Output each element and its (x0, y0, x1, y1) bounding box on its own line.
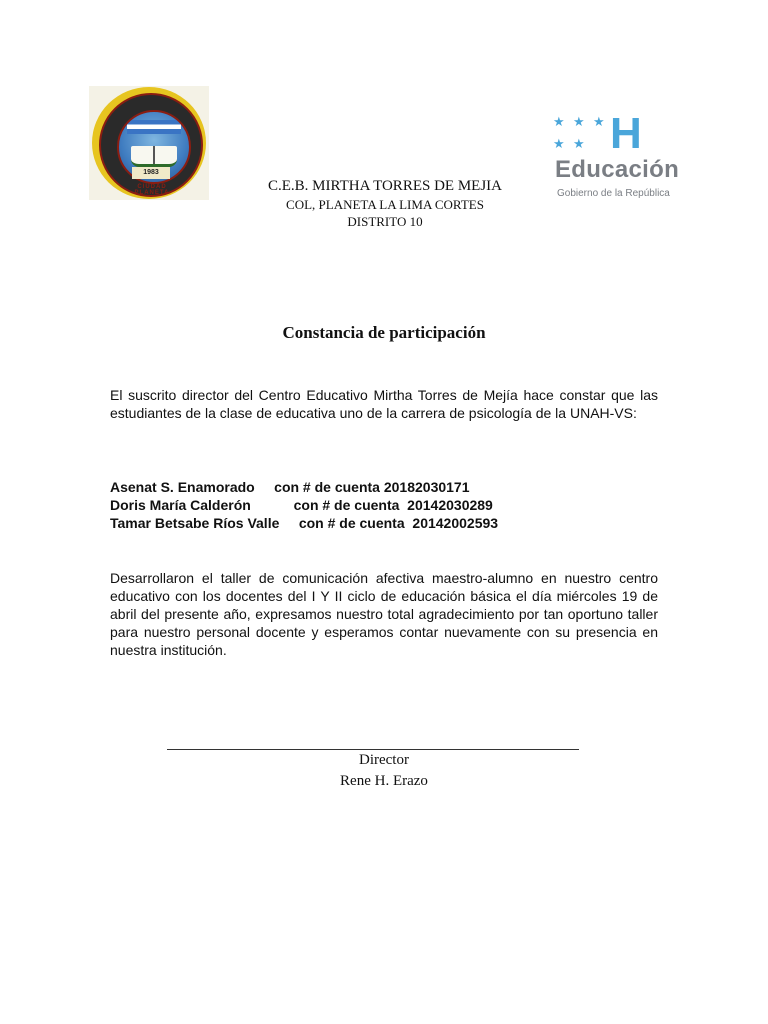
seal-year: 1983 (132, 167, 170, 179)
signature-role: Director (359, 752, 409, 768)
seal-book-icon (131, 146, 177, 167)
logo-name: Educación (555, 156, 680, 183)
seal-flag (127, 120, 181, 134)
student-line: Doris María Calderón con # de cuenta 20142030289 (110, 497, 493, 513)
school-name: C.E.B. MIRTHA TORRES DE MEJIA (268, 178, 502, 194)
student-line: Tamar Betsabe Ríos Valle con # de cuenta 20142002593 (110, 515, 499, 531)
student-line: Asenat S. Enamorado con # de cuenta 20182030171 (110, 479, 470, 495)
seal-bottom-text: CIUDAD PLANETA (134, 184, 170, 196)
stars-icon: ★ ★ ★ ★ ★ (553, 114, 605, 151)
school-district: DISTRITO 10 (347, 214, 423, 229)
logo-subtitle: Gobierno de la República (557, 188, 670, 199)
logo-letter: H (610, 109, 642, 158)
body-paragraph: Desarrollaron el taller de comunicación afectiva maestro-alumno en nuestro centro educativo con los docentes del I Y II ciclo de educación básica el día miércoles 19 de abril del presente año, expresamos nuestro total agradecimiento por tan oportuno taller para nuestro personal docente y esperamos contar nuevamente con su presencia en nuestra institución. (110, 570, 658, 658)
signature-line (167, 749, 579, 750)
school-address: COL, PLANETA LA LIMA CORTES (286, 197, 484, 212)
signature-name: Rene H. Erazo (340, 773, 428, 789)
intro-paragraph: El suscrito director del Centro Educativo Mirtha Torres de Mejía hace constar que las estudiantes de la clase de educativa uno de la carrera de psicología de la UNAH-VS: (110, 387, 658, 421)
document-title: Constancia de participación (282, 323, 486, 342)
